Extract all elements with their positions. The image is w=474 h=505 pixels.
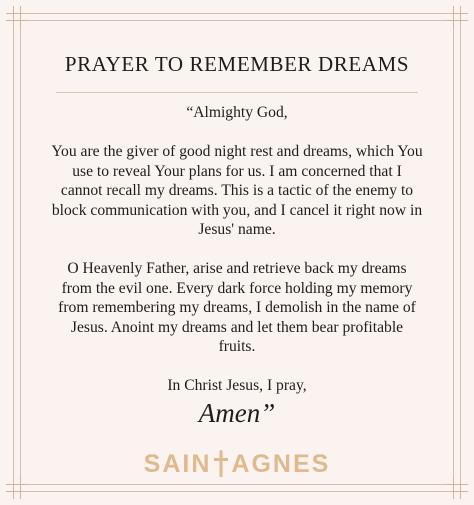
cross-icon: [212, 450, 230, 478]
prayer-line: cannot recall my dreams. This is a tactic of the enemy to: [60, 182, 414, 199]
prayer-line: “Almighty God,: [186, 104, 288, 121]
prayer-line: You are the giver of good night rest and dreams, which You: [51, 143, 423, 160]
prayer-line: In Christ Jesus, I pray,: [167, 377, 307, 394]
page-title: PRAYER TO REMEMBER DREAMS: [64, 52, 410, 76]
title-divider: [56, 92, 418, 93]
logo-text-right: AGNES: [231, 449, 331, 478]
logo-text-left: SAIN: [143, 449, 212, 478]
prayer-line: from the evil one. Every dark force holding my memory: [61, 279, 413, 297]
prayer-line: fruits.: [218, 338, 256, 355]
closing-amen: Amen”: [198, 398, 276, 428]
prayer-line: use to reveal Your plans for us. I am concerned that I: [72, 162, 402, 180]
prayer-line: Jesus' name.: [198, 221, 276, 238]
prayer-line: from remembering my dreams, I demolish in the name of: [58, 299, 416, 316]
saint-agnes-logo: [0, 446, 474, 482]
prayer-text: [30, 103, 444, 396]
prayer-line: block communication with you, and I cancel it right now in: [51, 201, 423, 219]
prayer-line: Jesus. Anoint my dreams and let them bear profitable: [70, 318, 404, 336]
prayer-line: O Heavenly Father, arise and retrieve back my dreams: [67, 260, 407, 277]
